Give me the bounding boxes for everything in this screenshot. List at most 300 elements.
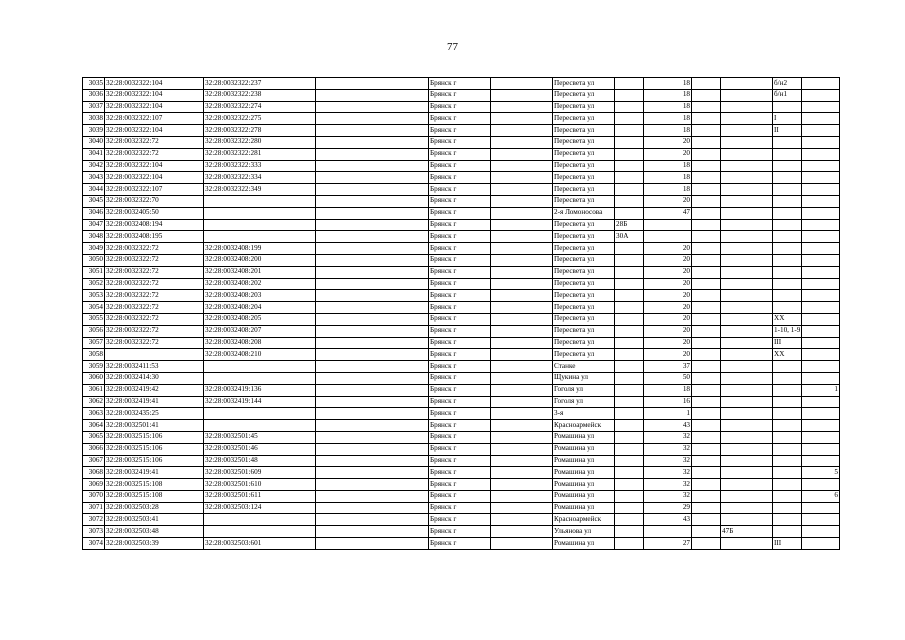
row-number-cell: 3052 [83, 278, 105, 290]
table-row [83, 526, 840, 538]
sub-object-number-cell: 32:28:0032322:333 [204, 160, 316, 172]
col6-cell [491, 479, 553, 491]
street-cell: Пересвета ул [553, 125, 615, 137]
house-number-cell: 20 [644, 195, 692, 207]
col4-cell [316, 526, 429, 538]
house-number-cell: 20 [644, 278, 692, 290]
cadastral-number-cell: 32:28:0032322:72 [105, 243, 204, 255]
sub-object-number-cell: 32:28:0032501:609 [204, 467, 316, 479]
building-cell [721, 408, 773, 420]
col6-cell [491, 526, 553, 538]
cadastral-number-cell: 32:28:0032408:195 [105, 231, 204, 243]
building-letter-cell [615, 420, 644, 432]
col6-cell [491, 408, 553, 420]
building-letter-cell [615, 361, 644, 373]
cadastral-number-cell: 32:28:0032322:72 [105, 254, 204, 266]
col4-cell [316, 160, 429, 172]
building-cell [721, 443, 773, 455]
table-row [83, 278, 840, 290]
building-cell [721, 184, 773, 196]
city-cell: Брянск г [429, 254, 491, 266]
col10-cell [692, 384, 721, 396]
room-cell [802, 337, 840, 349]
col10-cell [692, 408, 721, 420]
house-number-cell: 37 [644, 361, 692, 373]
premises-cell: XX [773, 313, 802, 325]
street-cell: Ромашина ул [553, 502, 615, 514]
sub-object-number-cell: 32:28:0032501:611 [204, 490, 316, 502]
room-cell [802, 431, 840, 443]
sub-object-number-cell [204, 219, 316, 231]
col10-cell [692, 136, 721, 148]
sub-object-number-cell: 32:28:0032322:334 [204, 172, 316, 184]
room-cell [802, 302, 840, 314]
building-cell [721, 396, 773, 408]
house-number-cell: 20 [644, 243, 692, 255]
cadastral-number-cell: 32:28:0032322:104 [105, 160, 204, 172]
col6-cell [491, 455, 553, 467]
registry-table [82, 77, 840, 550]
house-number-cell: 32 [644, 431, 692, 443]
building-cell [721, 431, 773, 443]
building-letter-cell [615, 408, 644, 420]
sub-object-number-cell: 32:28:0032322:274 [204, 101, 316, 113]
col4-cell [316, 290, 429, 302]
row-number-cell: 3055 [83, 313, 105, 325]
building-cell [721, 113, 773, 125]
premises-cell [773, 219, 802, 231]
col6-cell [491, 113, 553, 125]
table-row [83, 125, 840, 137]
col4-cell [316, 254, 429, 266]
street-cell: Пересвета ул [553, 219, 615, 231]
table-row [83, 479, 840, 491]
building-letter-cell [615, 514, 644, 526]
sub-object-number-cell [204, 195, 316, 207]
room-cell: 1 [802, 384, 840, 396]
cadastral-number-cell: 32:28:0032419:41 [105, 467, 204, 479]
col4-cell [316, 325, 429, 337]
sub-object-number-cell: 32:28:0032408:210 [204, 349, 316, 361]
building-letter-cell [615, 89, 644, 101]
col4-cell [316, 514, 429, 526]
sub-object-number-cell: 32:28:0032503:601 [204, 538, 316, 550]
table-row [83, 361, 840, 373]
room-cell [802, 313, 840, 325]
col10-cell [692, 443, 721, 455]
city-cell: Брянск г [429, 78, 491, 90]
sub-object-number-cell: 32:28:0032322:280 [204, 136, 316, 148]
cadastral-number-cell: 32:28:0032408:194 [105, 219, 204, 231]
col4-cell [316, 361, 429, 373]
table-row [83, 431, 840, 443]
page-number: 77 [447, 41, 458, 53]
city-cell: Брянск г [429, 184, 491, 196]
room-cell [802, 361, 840, 373]
room-cell [802, 526, 840, 538]
city-cell: Брянск г [429, 278, 491, 290]
table-row [83, 290, 840, 302]
street-cell: Пересвета ул [553, 349, 615, 361]
room-cell [802, 514, 840, 526]
row-number-cell: 3061 [83, 384, 105, 396]
city-cell: Брянск г [429, 101, 491, 113]
col6-cell [491, 219, 553, 231]
city-cell: Брянск г [429, 538, 491, 550]
street-cell: Пересвета ул [553, 89, 615, 101]
building-letter-cell [615, 325, 644, 337]
building-letter-cell [615, 290, 644, 302]
street-cell: Пересвета ул [553, 337, 615, 349]
col6-cell [491, 125, 553, 137]
col10-cell [692, 195, 721, 207]
house-number-cell: 18 [644, 172, 692, 184]
premises-cell: II [773, 125, 802, 137]
street-cell: Пересвета ул [553, 254, 615, 266]
city-cell: Брянск г [429, 396, 491, 408]
house-number-cell: 20 [644, 313, 692, 325]
col4-cell [316, 467, 429, 479]
street-cell: Пересвета ул [553, 278, 615, 290]
row-number-cell: 3063 [83, 408, 105, 420]
col6-cell [491, 243, 553, 255]
city-cell: Брянск г [429, 266, 491, 278]
building-cell [721, 325, 773, 337]
street-cell: Пересвета ул [553, 302, 615, 314]
table-row [83, 136, 840, 148]
house-number-cell [644, 219, 692, 231]
room-cell [802, 420, 840, 432]
building-letter-cell [615, 467, 644, 479]
street-cell: Щукина ул [553, 372, 615, 384]
building-cell [721, 231, 773, 243]
street-cell: Ромашина ул [553, 538, 615, 550]
premises-cell [773, 278, 802, 290]
city-cell: Брянск г [429, 125, 491, 137]
city-cell: Брянск г [429, 479, 491, 491]
col10-cell [692, 337, 721, 349]
sub-object-number-cell: 32:28:0032408:204 [204, 302, 316, 314]
premises-cell [773, 231, 802, 243]
row-number-cell: 3064 [83, 420, 105, 432]
building-letter-cell [615, 372, 644, 384]
city-cell: Брянск г [429, 337, 491, 349]
table-row [83, 502, 840, 514]
room-cell [802, 148, 840, 160]
cadastral-number-cell: 32:28:0032322:107 [105, 113, 204, 125]
col4-cell [316, 101, 429, 113]
city-cell: Брянск г [429, 467, 491, 479]
street-cell: Пересвета ул [553, 231, 615, 243]
house-number-cell: 32 [644, 490, 692, 502]
street-cell: Пересвета ул [553, 184, 615, 196]
col10-cell [692, 254, 721, 266]
building-letter-cell [615, 538, 644, 550]
col6-cell [491, 101, 553, 113]
city-cell: Брянск г [429, 172, 491, 184]
building-letter-cell [615, 313, 644, 325]
col6-cell [491, 195, 553, 207]
col4-cell [316, 337, 429, 349]
room-cell [802, 78, 840, 90]
row-number-cell: 3043 [83, 172, 105, 184]
street-cell: Красноармейск [553, 514, 615, 526]
room-cell [802, 396, 840, 408]
col4-cell [316, 490, 429, 502]
building-cell [721, 490, 773, 502]
street-cell: Ромашина ул [553, 479, 615, 491]
sub-object-number-cell [204, 420, 316, 432]
sub-object-number-cell: 32:28:0032408:205 [204, 313, 316, 325]
col6-cell [491, 172, 553, 184]
col4-cell [316, 184, 429, 196]
col10-cell [692, 290, 721, 302]
cadastral-number-cell: 32:28:0032515:106 [105, 431, 204, 443]
row-number-cell: 3067 [83, 455, 105, 467]
col4-cell [316, 231, 429, 243]
row-number-cell: 3062 [83, 396, 105, 408]
premises-cell [773, 207, 802, 219]
building-cell [721, 243, 773, 255]
building-cell [721, 254, 773, 266]
city-cell: Брянск г [429, 372, 491, 384]
cadastral-number-cell: 32:28:0032322:72 [105, 278, 204, 290]
row-number-cell: 3073 [83, 526, 105, 538]
table-row [83, 455, 840, 467]
building-cell [721, 361, 773, 373]
street-cell: Пересвета ул [553, 113, 615, 125]
premises-cell [773, 361, 802, 373]
sub-object-number-cell: 32:28:0032408:208 [204, 337, 316, 349]
table-row [83, 420, 840, 432]
row-number-cell: 3048 [83, 231, 105, 243]
city-cell: Брянск г [429, 526, 491, 538]
col6-cell [491, 420, 553, 432]
cadastral-number-cell: 32:28:0032411:53 [105, 361, 204, 373]
col4-cell [316, 384, 429, 396]
city-cell: Брянск г [429, 349, 491, 361]
row-number-cell: 3038 [83, 113, 105, 125]
sub-object-number-cell [204, 526, 316, 538]
premises-cell [773, 184, 802, 196]
building-letter-cell [615, 101, 644, 113]
col6-cell [491, 207, 553, 219]
sub-object-number-cell: 32:28:0032322:281 [204, 148, 316, 160]
col4-cell [316, 113, 429, 125]
city-cell: Брянск г [429, 231, 491, 243]
house-number-cell: 32 [644, 479, 692, 491]
street-cell: 2-я Ломоносова [553, 207, 615, 219]
cadastral-number-cell: 32:28:0032322:72 [105, 313, 204, 325]
building-cell [721, 278, 773, 290]
row-number-cell: 3068 [83, 467, 105, 479]
row-number-cell: 3066 [83, 443, 105, 455]
col6-cell [491, 278, 553, 290]
col6-cell [491, 89, 553, 101]
sub-object-number-cell: 32:28:0032408:199 [204, 243, 316, 255]
cadastral-number-cell: 32:28:0032501:41 [105, 420, 204, 432]
street-cell: Пересвета ул [553, 266, 615, 278]
sub-object-number-cell [204, 231, 316, 243]
cadastral-number-cell: 32:28:0032515:106 [105, 443, 204, 455]
table-row [83, 396, 840, 408]
col4-cell [316, 396, 429, 408]
col4-cell [316, 148, 429, 160]
col10-cell [692, 207, 721, 219]
room-cell [802, 160, 840, 172]
cadastral-number-cell: 32:28:0032419:41 [105, 396, 204, 408]
row-number-cell: 3049 [83, 243, 105, 255]
col10-cell [692, 526, 721, 538]
house-number-cell: 20 [644, 337, 692, 349]
house-number-cell: 32 [644, 467, 692, 479]
premises-cell [773, 372, 802, 384]
city-cell: Брянск г [429, 207, 491, 219]
house-number-cell: 18 [644, 101, 692, 113]
house-number-cell: 32 [644, 443, 692, 455]
col6-cell [491, 538, 553, 550]
premises-cell [773, 408, 802, 420]
row-number-cell: 3070 [83, 490, 105, 502]
room-cell [802, 372, 840, 384]
premises-cell [773, 148, 802, 160]
col6-cell [491, 302, 553, 314]
street-cell: Ромашина ул [553, 467, 615, 479]
table-row [83, 337, 840, 349]
cadastral-number-cell: 32:28:0032435:25 [105, 408, 204, 420]
building-letter-cell [615, 113, 644, 125]
building-cell [721, 290, 773, 302]
cadastral-number-cell: 32:28:0032503:41 [105, 514, 204, 526]
row-number-cell: 3045 [83, 195, 105, 207]
premises-cell [773, 490, 802, 502]
col6-cell [491, 431, 553, 443]
city-cell: Брянск г [429, 160, 491, 172]
col6-cell [491, 160, 553, 172]
house-number-cell: 43 [644, 420, 692, 432]
building-cell [721, 266, 773, 278]
premises-cell: 1-10, 1-9 [773, 325, 802, 337]
sub-object-number-cell: 32:28:0032322:349 [204, 184, 316, 196]
table-row [83, 78, 840, 90]
sub-object-number-cell: 32:28:0032503:124 [204, 502, 316, 514]
col4-cell [316, 479, 429, 491]
city-cell: Брянск г [429, 490, 491, 502]
house-number-cell: 20 [644, 254, 692, 266]
room-cell [802, 184, 840, 196]
city-cell: Брянск г [429, 113, 491, 125]
row-number-cell: 3059 [83, 361, 105, 373]
room-cell [802, 479, 840, 491]
col4-cell [316, 431, 429, 443]
room-cell [802, 207, 840, 219]
col4-cell [316, 172, 429, 184]
house-number-cell: 18 [644, 89, 692, 101]
cadastral-number-cell: 32:28:0032322:104 [105, 78, 204, 90]
table-row [83, 514, 840, 526]
table-row [83, 89, 840, 101]
cadastral-number-cell: 32:28:0032515:106 [105, 455, 204, 467]
city-cell: Брянск г [429, 302, 491, 314]
room-cell [802, 349, 840, 361]
row-number-cell: 3050 [83, 254, 105, 266]
building-letter-cell [615, 526, 644, 538]
table-row [83, 172, 840, 184]
col6-cell [491, 396, 553, 408]
street-cell: Ромашина ул [553, 443, 615, 455]
col10-cell [692, 325, 721, 337]
row-number-cell: 3039 [83, 125, 105, 137]
house-number-cell: 43 [644, 514, 692, 526]
col6-cell [491, 467, 553, 479]
premises-cell [773, 502, 802, 514]
building-letter-cell [615, 396, 644, 408]
building-cell [721, 195, 773, 207]
room-cell [802, 89, 840, 101]
city-cell: Брянск г [429, 361, 491, 373]
city-cell: Брянск г [429, 136, 491, 148]
col4-cell [316, 243, 429, 255]
col6-cell [491, 313, 553, 325]
street-cell: Гоголя ул [553, 396, 615, 408]
col10-cell [692, 184, 721, 196]
col4-cell [316, 443, 429, 455]
building-letter-cell [615, 455, 644, 467]
col10-cell [692, 278, 721, 290]
building-letter-cell: 28Б [615, 219, 644, 231]
city-cell: Брянск г [429, 431, 491, 443]
premises-cell [773, 384, 802, 396]
building-cell [721, 148, 773, 160]
sub-object-number-cell: 32:28:0032419:136 [204, 384, 316, 396]
building-cell [721, 349, 773, 361]
col10-cell [692, 467, 721, 479]
col6-cell [491, 372, 553, 384]
row-number-cell: 3046 [83, 207, 105, 219]
building-cell [721, 219, 773, 231]
cadastral-number-cell: 32:28:0032322:70 [105, 195, 204, 207]
premises-cell [773, 431, 802, 443]
room-cell [802, 408, 840, 420]
cadastral-number-cell: 32:28:0032515:108 [105, 490, 204, 502]
house-number-cell: 20 [644, 148, 692, 160]
col10-cell [692, 243, 721, 255]
building-cell [721, 455, 773, 467]
col10-cell [692, 361, 721, 373]
city-cell: Брянск г [429, 420, 491, 432]
premises-cell [773, 514, 802, 526]
col4-cell [316, 207, 429, 219]
row-number-cell: 3060 [83, 372, 105, 384]
col4-cell [316, 219, 429, 231]
table-row [83, 184, 840, 196]
room-cell [802, 195, 840, 207]
city-cell: Брянск г [429, 148, 491, 160]
city-cell: Брянск г [429, 514, 491, 526]
sub-object-number-cell [204, 514, 316, 526]
house-number-cell: 20 [644, 349, 692, 361]
cadastral-number-cell: 32:28:0032322:104 [105, 89, 204, 101]
table-row [83, 313, 840, 325]
street-cell: Ульянова ул [553, 526, 615, 538]
building-letter-cell [615, 243, 644, 255]
table-row [83, 101, 840, 113]
house-number-cell: 1 [644, 408, 692, 420]
house-number-cell [644, 526, 692, 538]
premises-cell [773, 302, 802, 314]
row-number-cell: 3074 [83, 538, 105, 550]
premises-cell [773, 479, 802, 491]
